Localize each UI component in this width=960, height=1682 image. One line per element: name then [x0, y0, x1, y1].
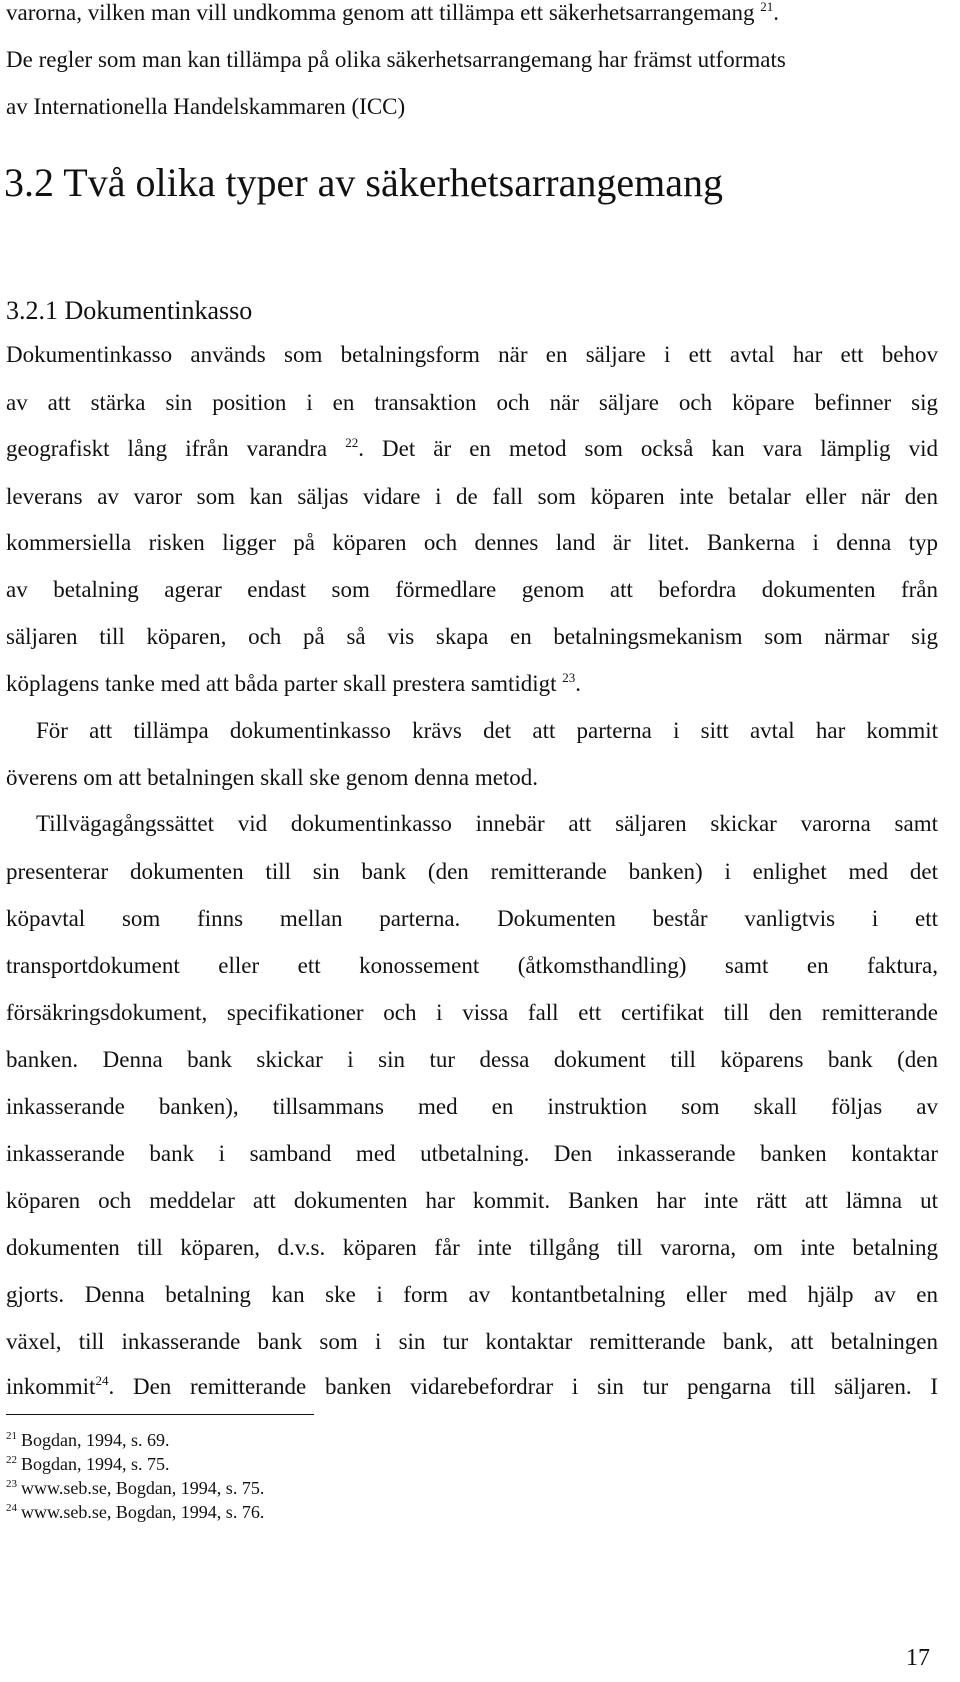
footnote-reference: 24 — [95, 1373, 109, 1388]
footnote — [6, 1476, 264, 1500]
body-line: av att stärka sin position i en transaktion och när säljare och köpare befinner sig — [6, 390, 938, 415]
body-text: . — [575, 671, 582, 696]
body-line: köpavtal som finns mellan parterna. Dokumenten består vanligtvis i ett — [6, 906, 938, 931]
footnote-reference: 22 — [345, 435, 359, 450]
footnote-reference: 21 — [760, 0, 774, 14]
footnote-text: Bogdan, 1994, s. 69. — [21, 1430, 170, 1450]
body-line: De regler som man kan tillämpa på olika säkerhetsarrangemang har främst utformats — [6, 47, 786, 72]
footnote — [6, 1452, 170, 1476]
body-line: gjorts. Denna betalning kan ske i form av kontantbetalning eller med hjälp av en — [6, 1282, 938, 1307]
body-line: kommersiella risken ligger på köparen och dennes land är litet. Bankerna i denna typ — [6, 530, 938, 555]
body-line: banken. Denna bank skickar i sin tur dessa dokument till köparens bank (den — [6, 1047, 938, 1072]
body-line — [6, 669, 938, 699]
footnote-number: 23 — [6, 1478, 17, 1490]
footnote-reference: 23 — [562, 670, 576, 685]
body-text: . Den remitterande banken vidarebefordrar i sin tur pengarna till säljaren. I — [108, 1374, 938, 1399]
body-line — [6, 0, 938, 28]
body-line: inkasserande banken), tillsammans med en instruktion som skall följas av — [6, 1094, 938, 1119]
body-line: av betalning agerar endast som förmedlare genom att befordra dokumenten från — [6, 577, 938, 602]
body-line: Dokumentinkasso används som betalningsform när en säljare i ett avtal har ett behov — [6, 342, 938, 367]
body-text: inkommit — [6, 1374, 96, 1399]
body-line: försäkringsdokument, specifikationer och i vissa fall ett certifikat till den remitterande — [6, 1000, 938, 1025]
body-line: dokumenten till köparen, d.v.s. köparen får inte tillgång till varorna, om inte betalning — [6, 1235, 938, 1260]
body-line: inkasserande bank i samband med utbetalning. Den inkasserande banken kontaktar — [6, 1141, 938, 1166]
body-text: varorna, vilken man vill undkomma genom att tillämpa ett säkerhetsarrangemang — [6, 0, 755, 25]
body-line: leverans av varor som kan säljas vidare i de fall som köparen inte betalar eller när den — [6, 484, 938, 509]
footnote-number: 21 — [6, 1430, 17, 1442]
body-text: köplagens tanke med att båda parter skall prestera samtidigt — [6, 671, 557, 696]
body-line: presenterar dokumenten till sin bank (den remitterande banken) i enlighet med det — [6, 859, 938, 884]
footnote-text: Bogdan, 1994, s. 75. — [21, 1454, 170, 1474]
body-line: Tillvägagångssättet vid dokumentinkasso innebär att säljaren skickar varorna samt — [36, 811, 938, 836]
page-number: 17 — [906, 1645, 930, 1671]
body-line: transportdokument eller ett konossement (åtkomsthandling) samt en faktura, — [6, 953, 938, 978]
footnote-separator — [6, 1414, 314, 1415]
body-text: geografiskt lång ifrån varandra — [6, 436, 328, 461]
body-text: . Det är en metod som också kan vara lämplig vid — [358, 436, 938, 461]
footnote-number: 24 — [6, 1502, 17, 1514]
body-text: . — [773, 0, 780, 25]
body-line — [6, 1372, 938, 1402]
footnote — [6, 1500, 264, 1524]
section-heading: 3.2 Två olika typer av säkerhetsarrangemang — [4, 160, 723, 205]
footnote — [6, 1428, 170, 1452]
footnote-number: 22 — [6, 1454, 17, 1466]
body-line: köparen och meddelar att dokumenten har kommit. Banken har inte rätt att lämna ut — [6, 1188, 938, 1213]
subsection-heading: 3.2.1 Dokumentinkasso — [6, 296, 253, 325]
body-line: växel, till inkasserande bank som i sin tur kontaktar remitterande bank, att betalningen — [6, 1329, 938, 1354]
footnote-text: www.seb.se, Bogdan, 1994, s. 75. — [21, 1478, 265, 1498]
body-line: överens om att betalningen skall ske genom denna metod. — [6, 765, 539, 790]
body-line — [6, 434, 938, 464]
footnote-text: www.seb.se, Bogdan, 1994, s. 76. — [21, 1502, 265, 1522]
body-line: säljaren till köparen, och på så vis skapa en betalningsmekanism som närmar sig — [6, 624, 938, 649]
body-line: För att tillämpa dokumentinkasso krävs det att parterna i sitt avtal har kommit — [36, 718, 938, 743]
body-line: av Internationella Handelskammaren (ICC) — [6, 94, 406, 119]
